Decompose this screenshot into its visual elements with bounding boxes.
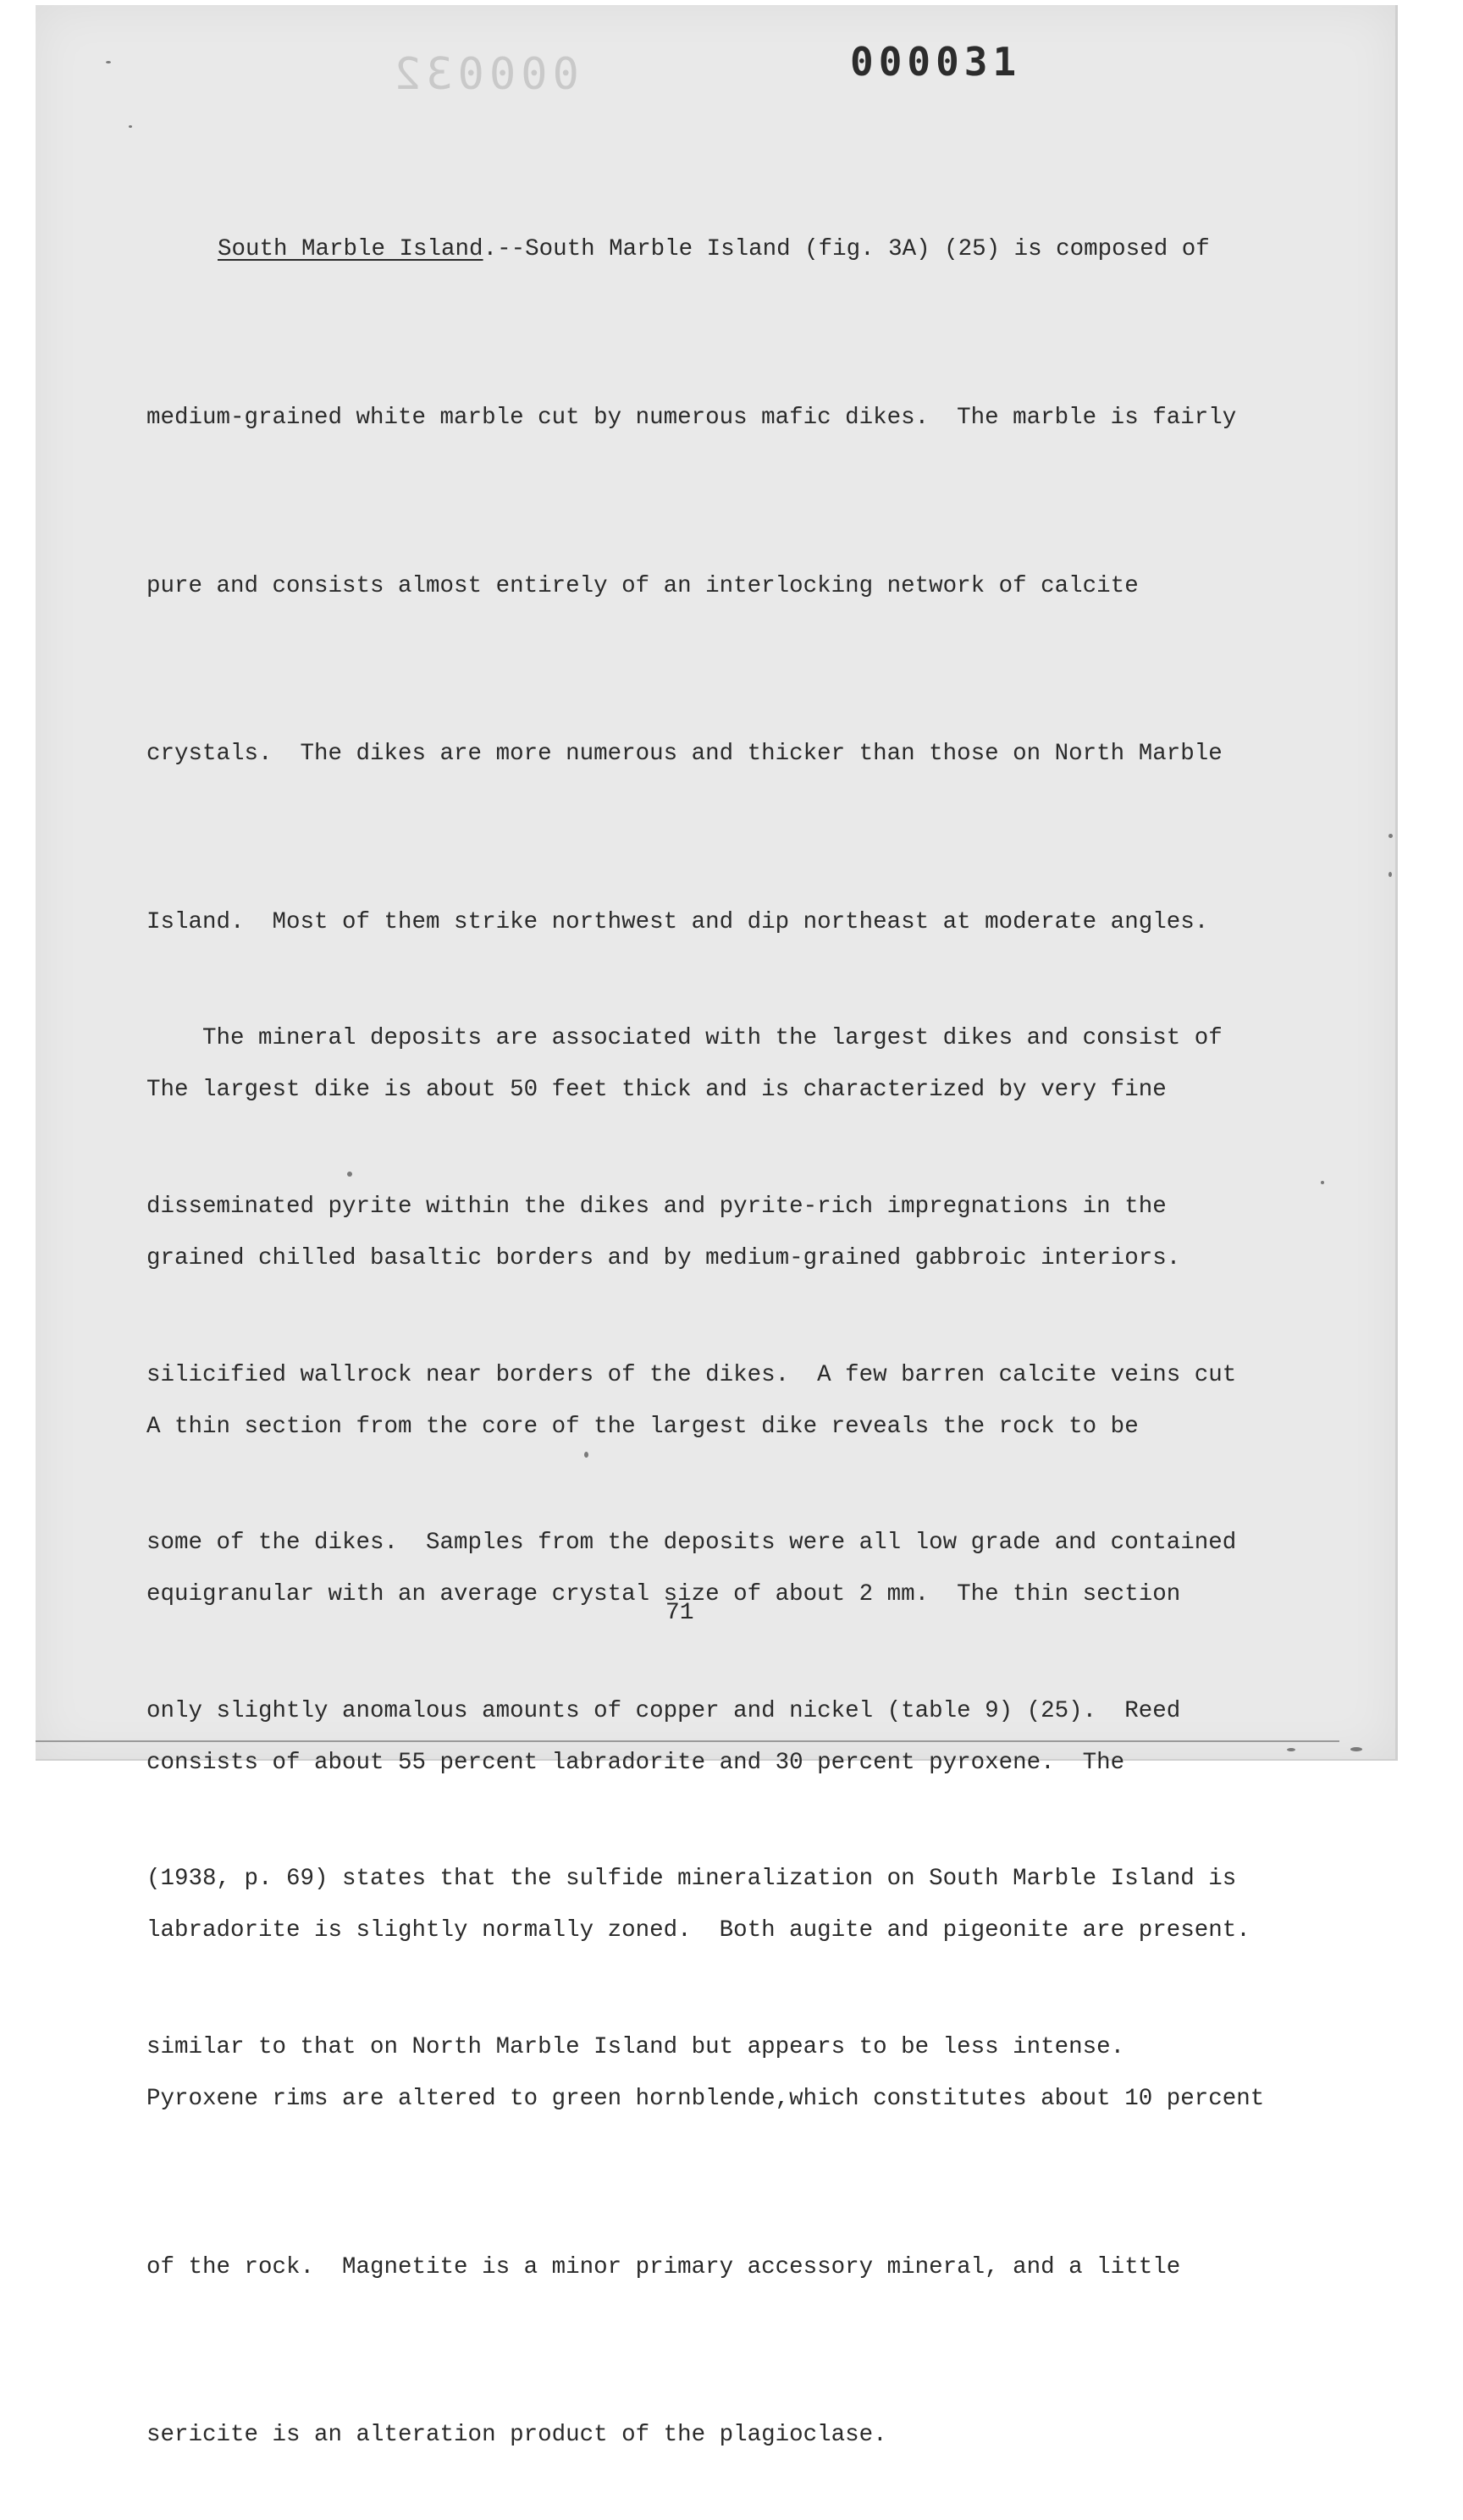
- scan-speck: [1388, 872, 1392, 877]
- ghost-control-number: 000032: [389, 49, 579, 100]
- text-line: labradorite is slightly normally zoned. Both augite and pigeonite are present.: [146, 1917, 1250, 1944]
- text-line: similar to that on North Marble Island but appears to be less intense.: [146, 2033, 1125, 2060]
- text-line: grained chilled basaltic borders and by medium-grained gabbroic interiors.: [146, 1244, 1181, 1271]
- scan-speck: [1350, 1747, 1362, 1751]
- scan-speck: [1321, 1181, 1324, 1184]
- text-line: The mineral deposits are associated with the largest dikes and consist of: [146, 1025, 1223, 1052]
- text-line: crystals. The dikes are more numerous and thicker than those on North Marble: [146, 741, 1223, 768]
- text-line: medium-grained white marble cut by numerous mafic dikes. The marble is fairly: [146, 405, 1237, 431]
- text-line: (1938, p. 69) states that the sulfide mineralization on South Marble Island is: [146, 1866, 1237, 1893]
- text-line: The largest dike is about 50 feet thick and is characterized by very fine: [146, 1077, 1167, 1104]
- text-line: A thin section from the core of the largest dike reveals the rock to be: [146, 1413, 1139, 1440]
- text-line: only slightly anomalous amounts of copper and nickel (table 9) (25). Reed: [146, 1697, 1181, 1724]
- text-line: consists of about 55 percent labradorite and 30 percent pyroxene. The: [146, 1749, 1125, 1776]
- text-line: Pyroxene rims are altered to green hornblende,which constitutes about 10 percent: [146, 2085, 1265, 2112]
- scan-speck: [129, 125, 132, 128]
- text-line: sericite is an alteration product of the plagioclase.: [146, 2422, 887, 2449]
- text-line: pure and consists almost entirely of an interlocking network of calcite: [146, 572, 1139, 599]
- scan-speck: [106, 61, 111, 63]
- paragraph-mineral-deposits: [146, 899, 1281, 2131]
- text-line: .--South Marble Island (fig. 3A) (25) is composed of: [483, 236, 1210, 263]
- text-line: equigranular with an average crystal size of about 2 mm. The thin section: [146, 1581, 1181, 1608]
- scan-speck: [347, 1172, 352, 1177]
- text-line: Island. Most of them strike northwest and dip northeast at moderate angles.: [146, 908, 1209, 935]
- text-line: disseminated pyrite within the dikes and pyrite-rich impregnations in the: [146, 1194, 1167, 1220]
- page-number: 71: [665, 1600, 694, 1626]
- control-number: 000031: [850, 39, 1022, 85]
- scan-speck: [1388, 834, 1393, 838]
- text-line: of the rock. Magnetite is a minor primary accessory mineral, and a little: [146, 2253, 1181, 2280]
- scan-speck: [1287, 1748, 1295, 1751]
- text-line: some of the dikes. Samples from the deposits were all low grade and contained: [146, 1530, 1237, 1557]
- section-heading: South Marble Island: [218, 236, 483, 263]
- scan-speck: [584, 1452, 588, 1458]
- text-line: silicified wallrock near borders of the dikes. A few barren calcite veins cut: [146, 1361, 1237, 1388]
